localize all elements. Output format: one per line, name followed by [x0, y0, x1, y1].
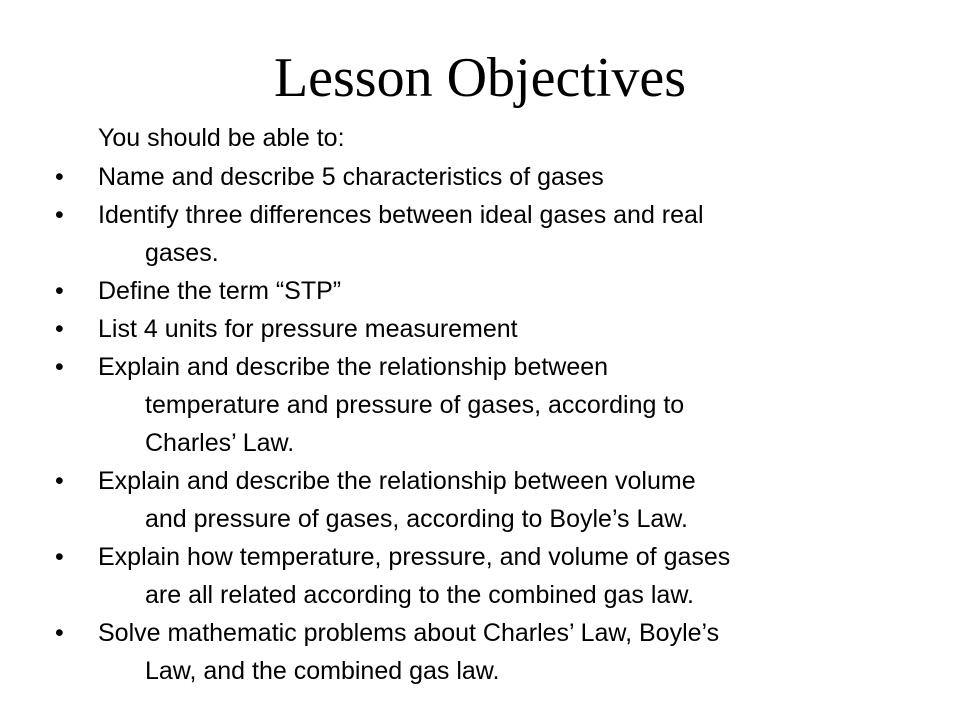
bullet-icon: • [55, 277, 64, 305]
bullet-icon: • [55, 163, 64, 191]
objective-text-line: and pressure of gases, according to Boyle’s Law. [145, 505, 688, 533]
objectives-list [50, 158, 930, 690]
slide-title: Lesson Objectives [273, 47, 687, 109]
objective-text-line: Solve mathematic problems about Charles’ Law, Boyle’s [98, 619, 720, 647]
objective-text-line: temperature and pressure of gases, according to [145, 391, 685, 419]
objective-text-line: List 4 units for pressure measurement [98, 315, 518, 343]
objective-text-line: Charles’ Law. [145, 429, 295, 457]
bullet-icon: • [55, 543, 64, 571]
bullet-icon: • [55, 619, 64, 647]
objective-text-line: Explain and describe the relationship between [98, 353, 609, 381]
objective-item [50, 310, 930, 348]
objective-text-line: Define the term “STP” [98, 277, 342, 305]
objective-item [50, 196, 930, 272]
objective-text-line: Explain and describe the relationship between volume [98, 467, 696, 495]
objective-item [50, 272, 930, 310]
intro-text: You should be able to: [98, 124, 345, 152]
objective-text-line: Identify three differences between ideal gases and real [98, 201, 704, 229]
objective-item [50, 158, 930, 196]
objective-text-line: gases. [145, 239, 219, 267]
objective-item [50, 614, 930, 690]
objective-text-line: Explain how temperature, pressure, and volume of gases [98, 543, 731, 571]
objective-item [50, 538, 930, 614]
bullet-icon: • [55, 315, 64, 343]
bullet-icon: • [55, 467, 64, 495]
bullet-icon: • [55, 201, 64, 229]
bullet-icon: • [55, 353, 64, 381]
objective-text-line: are all related according to the combined gas law. [145, 581, 694, 609]
objective-text-line: Law, and the combined gas law. [145, 657, 500, 685]
objective-item [50, 462, 930, 538]
objective-item [50, 348, 930, 462]
objective-text-line: Name and describe 5 characteristics of gases [98, 163, 604, 191]
